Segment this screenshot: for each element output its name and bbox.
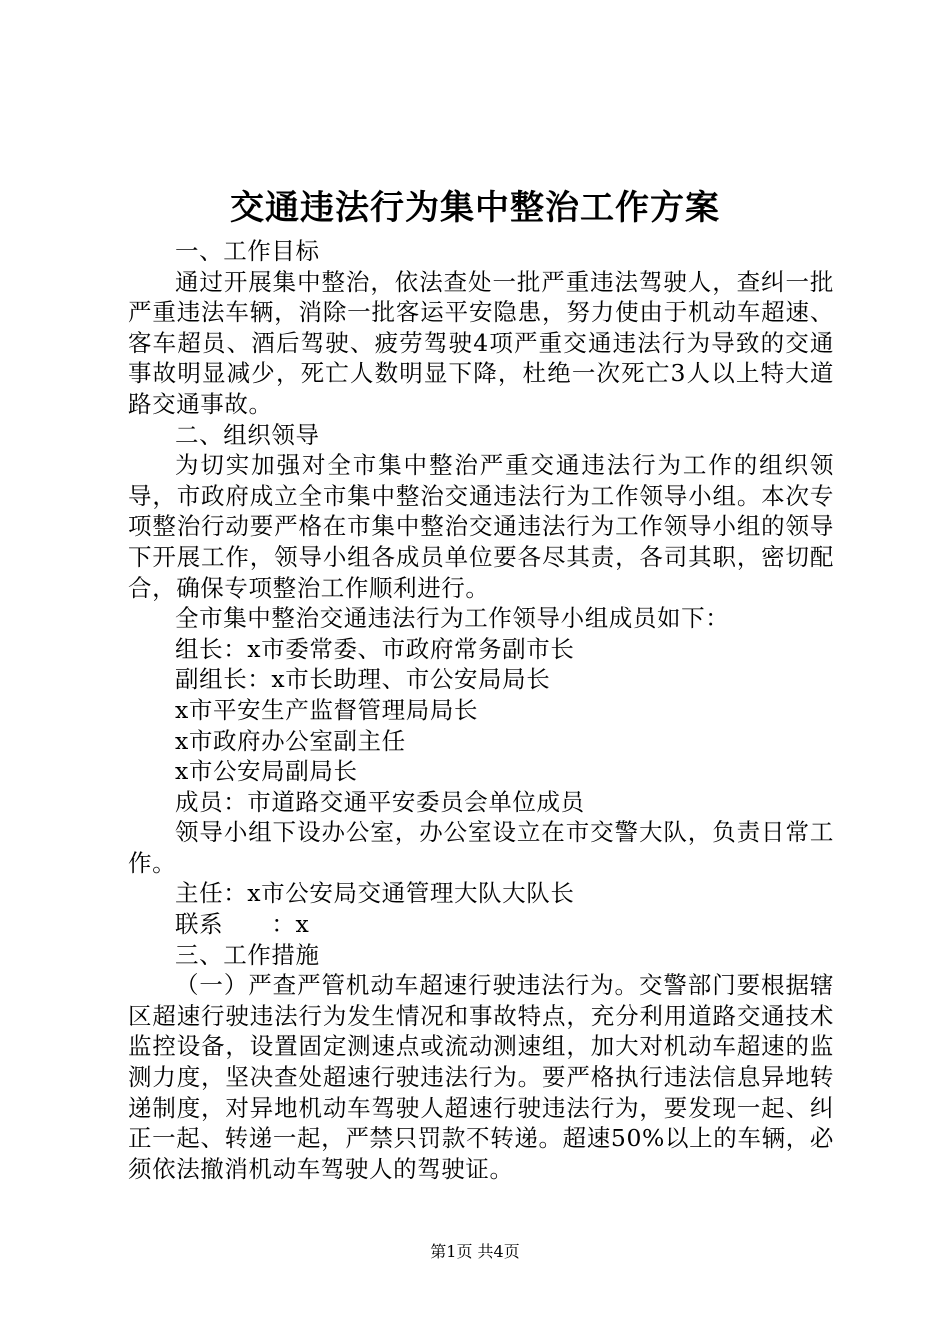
member-deputy-police: x市公安局副局长 bbox=[175, 757, 358, 786]
section-heading-organization: 二、组织领导 bbox=[175, 420, 320, 449]
paragraph-goals: 通过开展集中整治，依法查处一批严重违法驾驶人，查纠一批严重违法车辆，消除一批客运平安隐患，努力使由于机动车超速、客车超员、酒后驾驶、疲劳驾驶4项严重交通违法行为导致的交通事故明显减少，死亡人数明显下降，杜绝一次死亡3人以上特大道路交通事故。 bbox=[128, 267, 834, 418]
office-contact: 联系 ：x bbox=[175, 910, 310, 939]
document-body bbox=[128, 236, 834, 1184]
section-heading-measures: 三、工作措施 bbox=[175, 940, 320, 969]
member-deputy-office: x市政府办公室副主任 bbox=[175, 726, 406, 755]
document-title: 交通违法行为集中整治工作方案 bbox=[230, 188, 720, 228]
paragraph-office: 领导小组下设办公室，办公室设立在市交警大队，负责日常工作。 bbox=[128, 818, 834, 877]
paragraph-members-intro: 全市集中整治交通违法行为工作领导小组成员如下： bbox=[175, 604, 730, 633]
member-members: 成员：市道路交通平安委员会单位成员 bbox=[175, 787, 585, 816]
member-deputy-leader: 副组长：x市长助理、市公安局局长 bbox=[175, 665, 551, 694]
member-deputy-safety: x市平安生产监督管理局局长 bbox=[175, 695, 479, 724]
page-footer: 第1页 共4页 bbox=[430, 1242, 520, 1261]
paragraph-organization: 为切实加强对全市集中整治严重交通违法行为工作的组织领导，市政府成立全市集中整治交通违法行为工作领导小组。本次专项整治行动要严格在市集中整治交通违法行为工作领导小组的领导下开展工作，领导小组各成员单位要各尽其责，各司其职，密切配合，确保专项整治工作顺利进行。 bbox=[128, 451, 834, 602]
office-director: 主任：x市公安局交通管理大队大队长 bbox=[175, 879, 575, 908]
section-heading-goals: 一、工作目标 bbox=[175, 237, 320, 265]
member-leader: 组长：x市委常委、市政府常务副市长 bbox=[175, 634, 575, 663]
paragraph-measure-speeding: （一）严查严管机动车超速行驶违法行为。交警部门要根据辖区超速行驶违法行为发生情况和事故特点，充分利用道路交通技术监控设备，设置固定测速点或流动测速组，加大对机动车超速的监测力度，坚决查处超速行驶违法行为。要严格执行违法信息异地转递制度，对异地机动车驾驶人超速行驶违法行为，要发现一起、纠正一起、转递一起，严禁只罚款不转递。超速50%以上的车辆，必须依法撤消机动车驾驶人的驾驶证。 bbox=[128, 971, 834, 1183]
